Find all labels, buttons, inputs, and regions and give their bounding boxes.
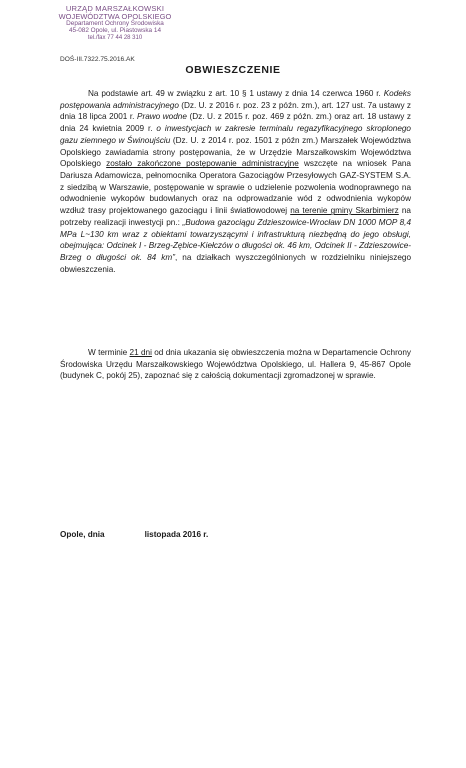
p1-text-5: (Dz. U. z 2015 r. poz. 469 z późn. zm.) oraz art. 18 ustawy z dnia 24 kwietnia 2009 r. (60, 112, 412, 134)
p1-text-3: (Dz. U. z 2016 r. poz. 23 z późn. zm.), art. 127 ust. 7a ustawy z dnia 18 lipca 2001 r. (60, 100, 412, 122)
stamp-line-4: 45-082 Opole, ul. Piastowska 14 (68, 27, 161, 35)
date-month: listopada 2016 r. (144, 530, 209, 539)
p1-text-2: Kodeks postępowania administracyjnego (60, 89, 411, 110)
date-city: Opole, dnia (60, 530, 105, 539)
p1-text-12: „Budowa gazociągu Zdzieszowice-Wrocław DN 1000 MOP 8,4 MPa L~130 km wraz z obiektami towarzyszącymi i infrastrukturą niezbędną do jego obsługi, obejmująca: Odcinek I - Brzeg-Zębice-Kiełczów o długości ok. 46 km, Odcinek II - Zdzieszowice-Brzeg o długości ok. 84 km” (60, 217, 411, 263)
date-line (60, 530, 208, 539)
stamp-line-2: WOJEWÓDZTWA OPOLSKIEGO (58, 12, 172, 22)
p1-text-7: (Dz. U. z 2014 r. poz. 1501 z późn zm.) Marszałek Województwa Opolskiego zawiadamia strony postępowania, że w Urzędzie Marszałkowskim Województwa Opolskiego (60, 135, 411, 169)
p1-text-11: na potrzeby realizacji inwestycji pn.: (60, 206, 411, 227)
stamp-line-3: Departament Ochrony Środowiska (66, 20, 164, 28)
p1-text-6: o inwestycjach w zakresie terminalu regazyfikacyjnego skroplonego gazu ziemnego w Świnoujściu (60, 124, 411, 145)
case-signature: DOŚ-III.7322.75.2016.AK (60, 56, 135, 63)
office-stamp (40, 5, 190, 41)
stamp-line-5: tel./fax 77 44 28 310 (87, 34, 143, 41)
p2-text-3: od dnia ukazania się obwieszczenia można w Departamencie Ochrony Środowiska Urzędu Marszałkowskiego Województwa Opolskiego, ul. Hallera 9, 45-867 Opole (budynek C, pokój 25), zapoznać się z całością dokumentacji zgromadzonej w sprawie. (60, 348, 411, 381)
p1-text-9: wszczęte na wniosek Pana Dariusza Adamowicza, pełnomocnika Operatora Gazociągów Przesyłowych GAZ-SYSTEM S.A. z siedzibą w Warszawie, postępowanie w sprawie o udzielenie pozwolenia wodnoprawnego na odwodnienie wykopów budowlanych oraz na odprowadzanie wód z odwodnienia wykopów wzdłuż trasy projektowanego gazociągu i linii światłowodowej (60, 159, 411, 216)
p1-text-4: Prawo wodne (137, 112, 187, 122)
p1-text-10: na terenie gminy Skarbimierz (290, 206, 399, 216)
paragraph-1 (60, 88, 411, 276)
p2-text-2: 21 dni (129, 348, 152, 357)
p1-text-13: , na działkach wyszczególnionych w rozdzielniku niniejszego obwieszczenia. (60, 253, 412, 274)
stamp-line-1: URZĄD MARSZAŁKOWSKI (65, 4, 165, 13)
p2-text-1: W terminie (88, 348, 130, 357)
document-title: OBWIESZCZENIE (185, 64, 281, 76)
p1-text-8: zostało zakończone postępowanie administracyjne (106, 159, 299, 169)
p1-text-1: Na podstawie art. 49 w związku z art. 10 § 1 ustawy z dnia 14 czerwca 1960 r. (88, 89, 384, 98)
paragraph-2 (60, 347, 411, 382)
